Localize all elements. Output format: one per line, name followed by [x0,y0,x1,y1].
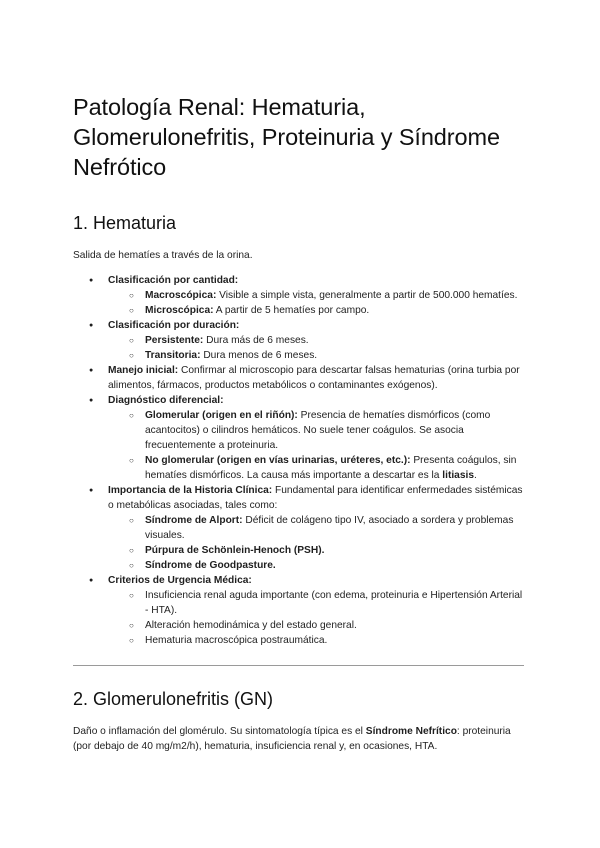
alport-text: Déficit de colágeno tipo IV, asociado a sordera y problemas visuales. [145,515,514,541]
list-item-microscopica [108,303,528,318]
manejo-text: Confirmar al microscopio para descartar falsas hematurias (orina turbia por alimentos, fármacos, productos metabólicos o contaminantes exógenos). [108,365,520,391]
urgencia-label: Criterios de Urgencia Médica: [108,575,252,586]
document-page [73,92,528,754]
diagnostico-sublist [108,408,528,483]
alport-label: Síndrome de Alport: [145,515,243,526]
list-item-alport [108,513,528,543]
list-item-urgencia-1: ○ Insuficiencia renal aguda importante (con edema, proteinuria e Hipertensión Arterial - HTA). [108,588,528,618]
microscopica-text: A partir de 5 hematíes por campo. [213,305,370,316]
historia-text: Fundamental para identificar enfermedades sistémicas o metabólicas asociadas, tales como: [108,485,523,511]
list-item-persistente [108,333,528,348]
no-glomerular-label: No glomerular (origen en vías urinarias, uréteres, etc.): [145,455,411,466]
list-item-urgencia-3: ○ Hematuria macroscópica postraumática. [108,633,528,648]
section-divider [73,665,524,666]
hematuria-list [73,273,528,648]
macroscopica-text: Visible a simple vista, generalmente a partir de 500.000 hematíes. [216,290,518,301]
glomerular-text: Presencia de hematíes dismórficos (como acantocitos) o cilindros hemáticos. No suele tener coágulos. Se asocia frecuentemente a proteinuria. [145,410,491,451]
duracion-label: Clasificación por duración: [108,320,240,331]
diagnostico-label: Diagnóstico diferencial: [108,395,224,406]
persistente-label: Persistente: [145,335,204,346]
list-item-cantidad [73,273,528,318]
sindrome-nefritico-term: Síndrome Nefrítico [365,726,457,737]
document-title: Patología Renal: Hematuria, Glomerulonefritis, Proteinuria y Síndrome Nefrótico [73,94,500,180]
no-glomerular-text: Presenta coágulos, sin hematíes dismórficos. La causa más importante a descartar es la [145,455,517,481]
list-item-goodpasture [108,558,528,573]
section-heading-glomerulonefritis: 2. Glomerulonefritis (GN) [73,689,274,709]
no-glomerular-end: . [474,470,477,481]
transitoria-label: Transitoria: [145,350,201,361]
list-item-psh [108,543,528,558]
hematuria-intro: Salida de hematíes a través de la orina. [73,250,253,261]
list-item-manejo [73,363,528,393]
urgencia-sublist [108,588,528,648]
section-heading-hematuria: 1. Hematuria [73,213,177,233]
gn-text-b: : proteinuria (por debajo de 40 mg/m2/h), hematuria, insuficiencia renal y, en ocasiones, HTA. [73,726,511,752]
list-item-transitoria [108,348,528,363]
list-item-urgencia [73,573,528,648]
manejo-label: Manejo inicial: [108,365,179,376]
gn-text-a: Daño o inflamación del glomérulo. Su sintomatología típica es el [73,726,366,737]
goodpasture-label: Síndrome de Goodpasture. [145,560,276,571]
cantidad-label: Clasificación por cantidad: [108,275,239,286]
transitoria-text: Dura menos de 6 meses. [200,350,318,361]
macroscopica-label: Macroscópica: [145,290,217,301]
historia-label: Importancia de la Historia Clínica: [108,485,273,496]
duracion-sublist [108,333,528,363]
list-item-macroscopica [108,288,528,303]
cantidad-sublist [108,288,528,318]
list-item-no-glomerular [108,453,528,483]
persistente-text: Dura más de 6 meses. [203,335,309,346]
list-item-diagnostico [73,393,528,483]
glomerulonefritis-paragraph [73,724,528,754]
historia-sublist [108,513,528,573]
microscopica-label: Microscópica: [145,305,214,316]
list-item-glomerular [108,408,528,453]
litiasis-term: litiasis [442,470,474,481]
list-item-historia [73,483,528,573]
list-item-urgencia-2: ○ Alteración hemodinámica y del estado general. [108,618,528,633]
psh-label: Púrpura de Schönlein-Henoch (PSH). [145,545,325,556]
list-item-duracion [73,318,528,363]
glomerular-label: Glomerular (origen en el riñón): [145,410,298,421]
